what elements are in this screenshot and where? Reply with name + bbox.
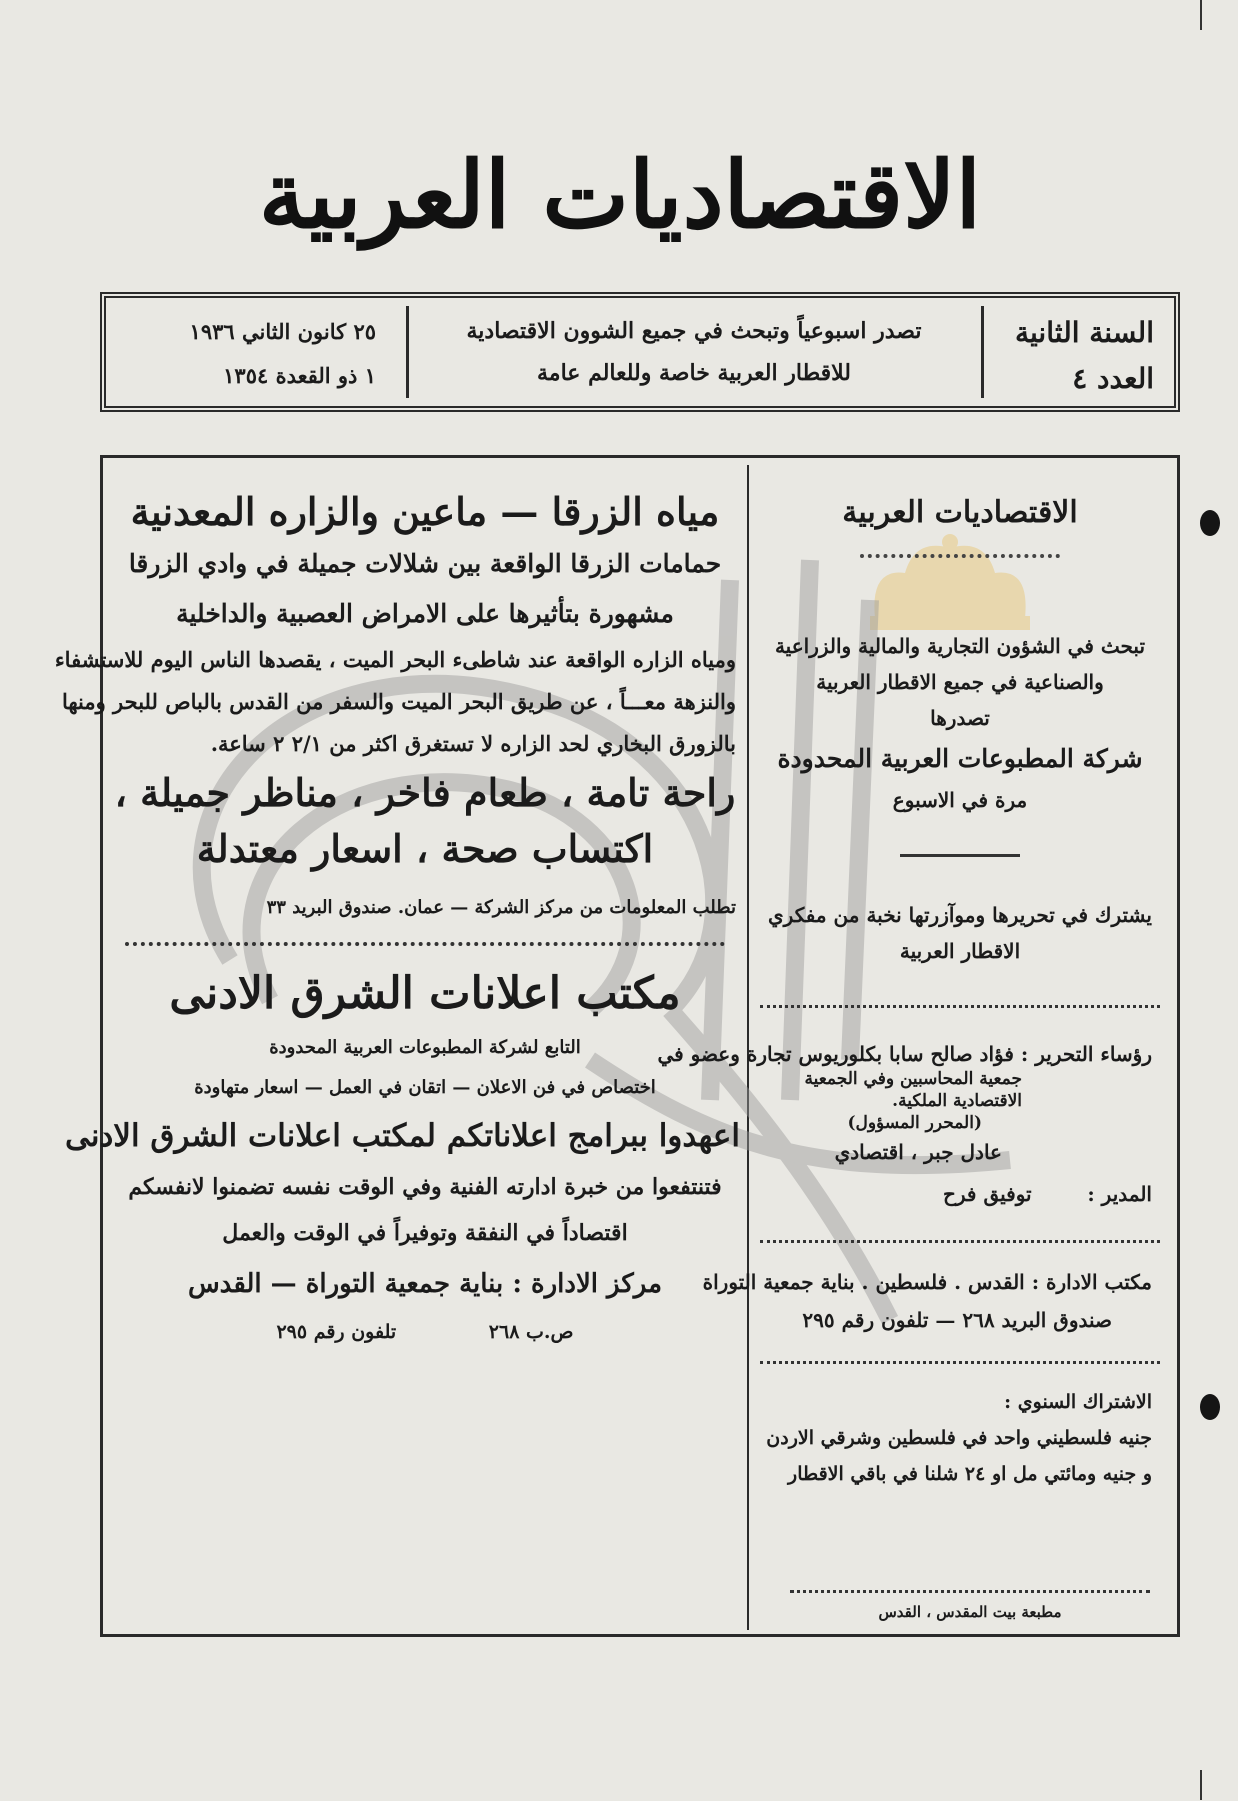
agency-slogan: اعهدوا ببرامج اعلاناتكم لمكتب اعلانات الشرق الادنى <box>65 1118 740 1154</box>
masthead-title: الاقتصاديات العربية <box>258 141 982 249</box>
agency-line: اقتصاداً في النفقة وتوفيراً في الوقت والعمل <box>222 1220 628 1246</box>
spa-slogan: اكتساب صحة ، اسعار معتدلة <box>196 826 654 871</box>
frequency: مرة في الاسبوع <box>892 788 1028 812</box>
editors-block <box>657 1040 1170 1218</box>
date-hijri: ١ ذو القعدة ١٣٥٤ <box>223 363 376 388</box>
rule <box>900 854 1020 857</box>
info-band <box>100 292 1180 412</box>
dotted-rule <box>760 1361 1160 1364</box>
editor-line: جمعية المحاسبين وفي الجمعية <box>804 1069 1022 1089</box>
issue-label: العدد ٤ <box>1072 362 1154 395</box>
agency-phone: تلفون رقم ٢٩٥ <box>276 1321 397 1343</box>
subscription-block <box>750 1384 1170 1492</box>
tagline-line: للاقطار العربية خاصة وللعالم عامة <box>537 360 851 386</box>
editor-line: فؤاد صالح سابا بكلوريوس تجارة وعضو في <box>657 1042 1014 1066</box>
dotted-rule <box>760 1005 1160 1008</box>
masthead-column <box>657 465 1170 1492</box>
spa-slogan: راحة تامة ، طعام فاخر ، مناظر جميلة ، <box>114 770 736 815</box>
publisher-name: شركة المطبوعات العربية المحدودة <box>777 744 1143 773</box>
subscription-label: الاشتراك السنوي : <box>1004 1391 1152 1413</box>
editors-label: رؤساء التحرير : <box>1020 1042 1152 1066</box>
spa-line: والنزهة معـــاً ، عن طريق البحر الميت والسفر من القدس بالباص للبحر ومنها <box>61 689 736 714</box>
year-label: السنة الثانية <box>1014 316 1154 349</box>
agency-advert <box>65 960 740 1352</box>
tagline <box>444 310 944 394</box>
spa-line: حمامات الزرقا الواقعة بين شلالات جميلة في وادي الزرقا <box>128 549 722 578</box>
spa-line: ومياه الزاره الواقعة عند شاطىء البحر الميت ، يقصدها الناس اليوم للاستشفاء <box>54 647 736 672</box>
agency-features: اختصاص في فن الاعلان — اتقان في العمل — اسعار متهاودة <box>194 1077 656 1098</box>
admin-line: صندوق البريد ٢٦٨ — تلفون رقم ٢٩٥ <box>802 1308 1112 1332</box>
binding-hole <box>1200 1394 1220 1420</box>
advertisements-column <box>54 465 740 1352</box>
margin-mark-bottom <box>1200 1770 1202 1800</box>
desc-line: والصناعية في جميع الاقطار العربية <box>816 670 1104 694</box>
spa-title: مياه الزرقا — ماعين والزاره المعدنية <box>130 489 720 534</box>
date-gregorian: ٢٥ كانون الثاني ١٩٣٦ <box>189 319 376 344</box>
dotted-rule <box>790 1590 1150 1593</box>
ornament-divider <box>125 942 725 946</box>
divider <box>406 306 409 398</box>
agency-contact <box>110 1312 740 1352</box>
admin-line: مكتب الادارة : القدس . فلسطين . بناية جمعية التوراة <box>702 1270 1152 1294</box>
issue-info <box>1004 310 1154 402</box>
director-label: المدير : <box>1087 1182 1152 1206</box>
margin-mark-top <box>1200 0 1202 30</box>
agency-address: مركز الادارة : بناية جمعية التوراة — القدس <box>187 1269 663 1299</box>
agency-title: مكتب اعلانات الشرق الادنى <box>169 968 681 1019</box>
director-name: توفيق فرح <box>942 1182 1032 1206</box>
spa-line: مشهورة بتأثيرها على الامراض العصبية والداخلية <box>176 599 674 628</box>
agency-line: فتنتفعوا من خبرة ادارته الفنية وفي الوقت نفسه تضمنوا لانفسكم <box>128 1174 722 1200</box>
admin-block <box>702 1263 1170 1339</box>
divider <box>981 306 984 398</box>
editor-2: عادل جبر ، اقتصادي <box>834 1140 1002 1164</box>
contributors-line: الاقطار العربية <box>899 939 1021 963</box>
binding-hole <box>1200 510 1220 536</box>
agency-pobox: ص.ب ٢٦٨ <box>488 1321 574 1343</box>
spa-line: بالزورق البخاري لحد الزاره لا تستغرق اكثر من ٢/١ ٢ ساعة. <box>210 731 736 756</box>
editor-line: الاقتصادية الملكية. <box>892 1091 1022 1111</box>
desc-line: تصدرها <box>930 706 990 730</box>
agency-subtitle: التابع لشركة المطبوعات العربية المحدودة <box>269 1037 581 1058</box>
spa-footer: تطلب المعلومات من مركز الشركة — عمان. صندوق البريد ٣٣ <box>266 897 736 918</box>
dotted-rule <box>760 1240 1160 1243</box>
printer-imprint: مطبعة بيت المقدس ، القدس <box>878 1603 1062 1621</box>
contributors-line: يشترك في تحريرها وموآزرتها نخبة من مفكري <box>768 903 1152 927</box>
editor-role: (المحرر المسؤول) <box>847 1113 982 1133</box>
subscription-line: جنيه فلسطيني واحد في فلسطين وشرقي الاردن <box>766 1427 1152 1449</box>
spa-advert <box>54 485 740 918</box>
desc-line: تبحث في الشؤون التجارية والمالية والزراعية <box>774 634 1146 658</box>
column-title: الاقتصاديات العربية <box>842 495 1078 530</box>
tagline-line: تصدر اسبوعياً وتبحث في جميع الشوون الاقتصادية <box>466 318 922 344</box>
issue-date <box>126 310 376 398</box>
subscription-line: و جنيه ومائتي مل او ٢٤ شلنا في باقي الاقطار <box>788 1463 1152 1485</box>
